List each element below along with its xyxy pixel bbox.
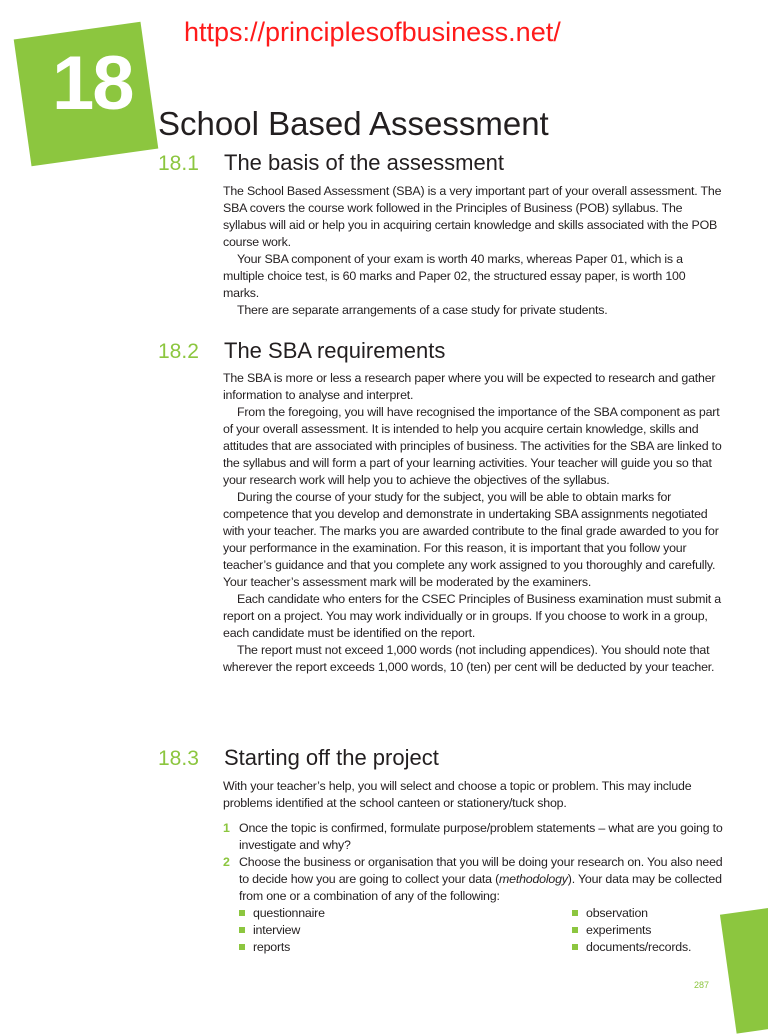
step-text-part: ). Your data may be collected from one or a combination of any of the following: [239,872,722,903]
bullet-square-icon [572,910,578,916]
section-number: 18.3 [158,747,199,770]
list-item [239,922,572,939]
section-heading-18-2 [158,338,445,364]
page-number: 287 [694,980,710,990]
bullet-text: reports [253,940,291,954]
step-text [239,855,722,903]
paragraph: The report must not exceed 1,000 words (not including appendices). You should note that wherever the report exceeds 1,000 words, 10 (ten) per cent will be deducted by your teacher. [223,643,715,674]
page-corner-tab [720,906,768,1033]
list-item [572,922,723,939]
bullet-text: questionnaire [253,906,325,920]
list-item [239,939,572,956]
step-number: 2 [223,855,230,869]
steps-list [223,820,723,956]
bullet-square-icon [572,927,578,933]
list-item [239,905,572,922]
section-heading-18-3 [158,745,439,771]
chapter-number: 18 [52,41,133,126]
site-url[interactable]: https://principlesofbusiness.net/ [184,17,561,47]
step-text-part: Choose the business or organisation that you will be doing your research on. You also need to decide how you are going to collect your data ( [239,855,723,886]
bullet-square-icon [572,944,578,950]
section-number: 18.1 [158,152,199,175]
bullet-square-icon [239,927,245,933]
section-number: 18.2 [158,340,199,363]
data-collection-methods [239,905,723,956]
bullet-text: documents/records. [586,940,692,954]
paragraph: There are separate arrangements of a case study for private students. [237,303,608,317]
section-body-18-3 [223,778,723,956]
paragraph: Each candidate who enters for the CSEC Principles of Business examination must submit a report on a project. You may work individually or in groups. If you choose to work in a group, each candidate must be identified on the report. [223,592,721,640]
bullet-text: experiments [586,923,652,937]
list-item [223,854,723,956]
step-text: Once the topic is confirmed, formulate purpose/problem statements – what are you going to investigate and why? [239,821,723,852]
list-item [572,905,723,922]
chapter-title: School Based Assessment [158,105,549,143]
section-body-18-1 [223,183,723,319]
list-item [223,820,723,854]
bullet-square-icon [239,910,245,916]
paragraph: With your teacher’s help, you will select and choose a topic or problem. This may include problems identified at the school canteen or stationery/tuck shop. [223,779,692,810]
bullet-text: observation [586,906,648,920]
bullet-square-icon [239,944,245,950]
paragraph: During the course of your study for the subject, you will be able to obtain marks for competence that you develop and demonstrate in undertaking SBA assignments negotiated with your teacher. The marks you are awarded contribute to the final grade awarded to you for your performance in the examination. For this reason, it is important that you follow your teacher’s guidance and that you complete any work assigned to you thoroughly and carefully. Your teacher’s assessment mark will be moderated by the examiners. [223,490,719,589]
section-title: The basis of the assessment [224,150,505,175]
section-title: The SBA requirements [224,338,446,363]
paragraph: From the foregoing, you will have recognised the importance of the SBA component as part of your overall assessment. It is intended to help you acquire certain knowledge, skills and attitudes that are associated with principles of business. The activities for the SBA are linked to the syllabus and will form a part of your learning activities. Your teacher will guide you so that your research work will help you to achieve the objectives of the syllabus. [223,405,722,487]
list-item [572,939,723,956]
bullet-text: interview [253,923,301,937]
paragraph: Your SBA component of your exam is worth 40 marks, whereas Paper 01, which is a multiple choice test, is 60 marks and Paper 02, the structured essay paper, is worth 100 marks. [223,252,686,300]
section-title: Starting off the project [224,745,439,770]
section-heading-18-1 [158,150,504,176]
section-body-18-2 [223,370,723,676]
paragraph: The SBA is more or less a research paper where you will be expected to research and gather information to analyse and interpret. [223,371,716,402]
step-number: 1 [223,821,230,835]
step-text-emphasis: methodology [499,872,568,886]
paragraph: The School Based Assessment (SBA) is a very important part of your overall assessment. The SBA covers the course work followed in the Principles of Business (POB) syllabus. The syllabus will aid or help you in acquiring certain knowledge and skills associated with the POB course work. [223,184,722,249]
